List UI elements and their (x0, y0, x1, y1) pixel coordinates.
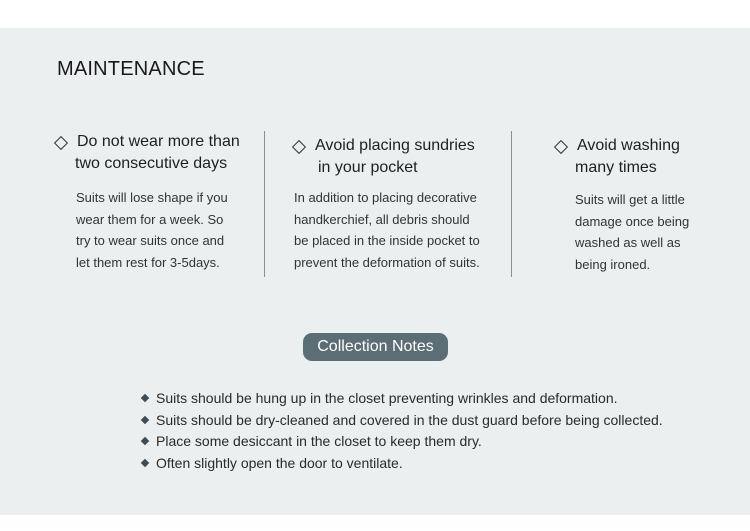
note-text: Suits should be hung up in the closet preventing wrinkles and deformation. (156, 390, 618, 406)
list-item (140, 431, 663, 453)
note-text: Suits should be dry-cleaned and covered in the dust guard before being collected. (156, 411, 663, 428)
tip-body-line: Suits will lose shape if you (76, 190, 228, 205)
collection-notes-badge: Collection Notes (303, 333, 448, 361)
tip-body-line: being ironed. (575, 256, 651, 272)
tip-body-line: washed as well as (575, 235, 681, 250)
tip-body-line: let them rest for 3-5days. (76, 254, 220, 270)
tip-body-line: prevent the deformation of suits. (294, 254, 480, 270)
tip-body (55, 187, 260, 273)
tip-title-line: two consecutive days (75, 155, 228, 172)
tip-title-line: in your pocket (318, 159, 418, 176)
collection-notes-list (140, 388, 663, 474)
tip-title-line: Avoid placing sundries (315, 137, 475, 154)
column-divider (511, 131, 512, 277)
list-item (140, 410, 663, 432)
diamond-bullet-icon (141, 415, 149, 423)
tip-title (555, 135, 725, 179)
tip-body-line: Suits will get a little (575, 192, 685, 207)
tip-title (55, 131, 260, 175)
tip-title-line: Avoid washing (577, 137, 680, 154)
page-title: MAINTENANCE (57, 58, 205, 80)
note-text: Often slightly open the door to ventilate. (156, 454, 403, 471)
tip-column-2 (292, 131, 507, 273)
diamond-bullet-icon (141, 394, 149, 402)
list-item (140, 453, 663, 475)
tip-body-line: be placed in the inside pocket to (294, 233, 480, 248)
tip-column-3 (555, 131, 725, 275)
diamond-bullet-icon (141, 437, 149, 445)
note-text: Place some desiccant in the closet to keep them dry. (156, 433, 482, 449)
diamond-bullet-icon (141, 458, 149, 466)
tip-body-line: In addition to placing decorative (294, 190, 477, 205)
tip-title (292, 135, 507, 179)
tip-body-line: try to wear suits once and (76, 233, 225, 248)
maintenance-panel (0, 28, 750, 515)
tip-body-line: wear them for a week. So (76, 211, 224, 227)
tip-body (555, 189, 725, 275)
tip-body (292, 187, 507, 273)
tip-column-1 (55, 131, 260, 273)
tip-title-line: many times (575, 159, 657, 176)
tip-body-line: handkerchief, all debris should (294, 211, 470, 227)
tip-body-line: damage once being (575, 213, 690, 229)
tip-title-line: Do not wear more than (77, 133, 240, 150)
column-divider (264, 131, 265, 277)
list-item (140, 388, 663, 410)
